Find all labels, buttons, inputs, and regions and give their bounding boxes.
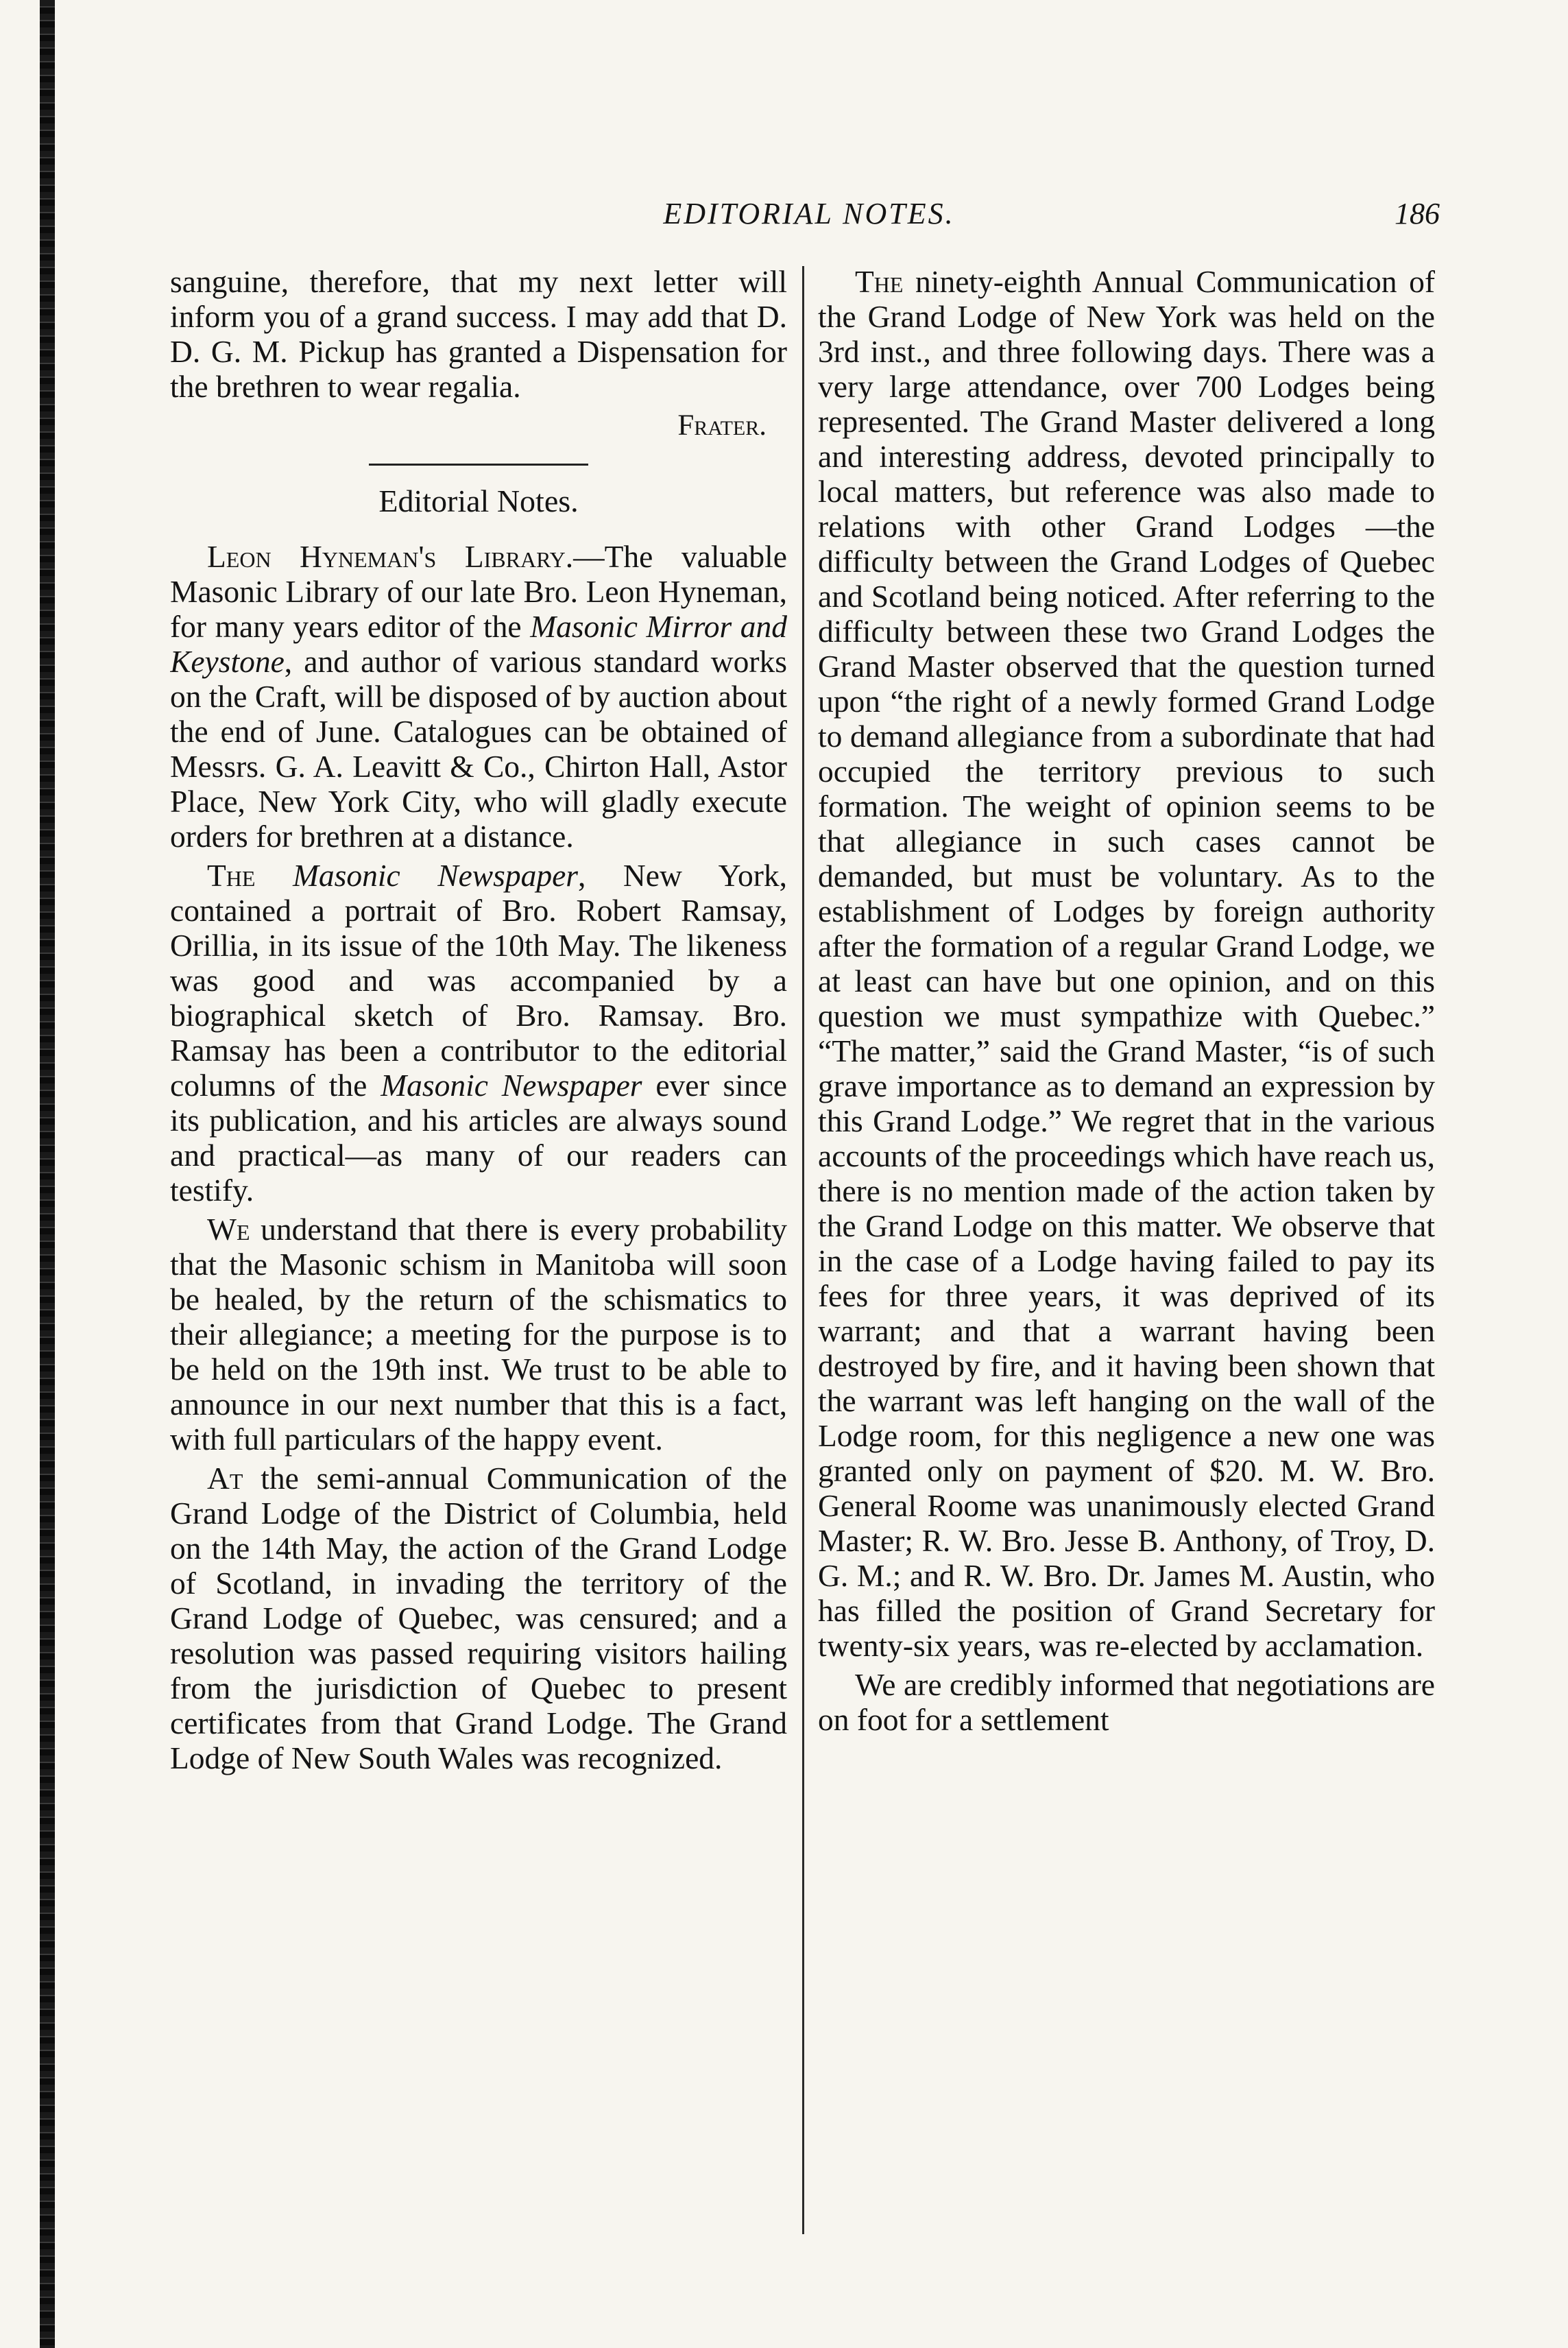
page-binding-edge	[40, 0, 55, 2348]
paragraph-lead: Leon Hyneman's Library.	[207, 539, 574, 574]
page-header	[178, 196, 1440, 237]
paragraph-masonic-newspaper	[170, 858, 787, 1208]
paragraph-lead: The	[855, 264, 904, 299]
publication-title: Masonic Newspaper	[293, 858, 578, 893]
right-column	[818, 264, 1435, 2239]
section-divider	[369, 464, 588, 466]
paragraph-settlement: We are credibly informed that negotiations are on foot for a settlement	[818, 1667, 1435, 1737]
signature: Frater.	[677, 409, 767, 442]
publication-title: Masonic Mirror and Keystone	[170, 609, 787, 679]
paragraph-text: —The valuable Masonic Library of our late Bro. Leon Hyneman, for many years editor of the	[170, 539, 787, 644]
paragraph-text: understand that there is every probability that the Masonic schism in Manitoba will soon be healed, by the return of the schismatics to their allegiance; a meeting for the purpose is to be held on the 19th inst. We trust to be able to announce in our next number that this is a fact, with full particulars of the happy event.	[170, 1212, 787, 1457]
paragraph-text: the semi-annual Communication of the Grand Lodge of the District of Columbia, held on the 14th May, the action of the Grand Lodge of Scotland, in invading the territory of the Grand Lodge of Quebec, was censured; and a resolution was passed requiring visitors hailing from the jurisdiction of Quebec to present certificates from that Grand Lodge. The Grand Lodge of New South Wales was recognized.	[170, 1461, 787, 1775]
paragraph-manitoba-schism	[170, 1212, 787, 1457]
paragraph-text: ninety-eighth Annual Communication of the Grand Lodge of New York was held on the 3rd inst., and three following days. There was a very large attendance, over 700 Lodges being represented. The Grand Master delivered a long and interesting address, devoted principally to local matters, but reference was also made to relations with other Grand Lodges —the difficulty between the Grand Lodges of Quebec and Scotland being noticed. After referring to the difficulty between these two Grand Lodges the Grand Master observed that the question turned upon “the right of a newly formed Grand Lodge to demand allegiance from a subordinate that had occupied the territory previous to such formation. The weight of opinion seems to be that allegiance in such cases cannot be demanded, but must be voluntary. As to the establishment of Lodges by foreign authority after the formation of a regular Grand Lodge, we at least can have but one opinion, and on this question we must sympathize with Quebec.” “The matter,” said the Grand Master, “is of such grave importance as to demand an expression by this Grand Lodge.” We regret that in the various accounts of the proceedings which have reach us, there is no mention made of the action taken by the Grand Lodge on this matter. We observe that in the case of a Lodge having failed to pay its fees for three years, it was deprived of its warrant; and that a warrant having been destroyed by fire, and it having been shown that the warrant was left hanging on the wall of the Lodge room, for this negligence a new one was granted only on payment of $20. M. W. Bro. General Roome was unanimously elected Grand Master; R. W. Bro. Jesse B. Anthony, of Troy, D. G. M.; and R. W. Bro. Dr. James M. Austin, who has filled the position of Grand Secretary for twenty-six years, was re-elected by acclamation.	[818, 264, 1435, 1663]
left-column	[170, 264, 787, 2239]
paragraph-lead: At	[207, 1461, 243, 1496]
paragraph-text: , New York, contained a portrait of Bro. Robert Ramsay, Orillia, in its issue of the 10th May. The likeness was good and was accompanied by a biographical sketch of Bro. Ramsay. Bro. Ramsay has been a contributor to the editorial columns of the	[170, 858, 787, 1103]
paragraph-lead: We	[207, 1212, 250, 1247]
paragraph-lead: The	[207, 858, 256, 893]
paragraph-text: ever since its publication, and his articles are always sound and practical—as many of our readers can testify.	[170, 1068, 787, 1208]
page-number: 186	[1395, 197, 1440, 230]
paragraph-new-york-grand-lodge	[818, 264, 1435, 1663]
publication-title: Masonic Newspaper	[381, 1068, 642, 1103]
column-rule	[802, 266, 804, 2234]
running-title: EDITORIAL NOTES.	[663, 197, 955, 230]
continued-paragraph: sanguine, therefore, that my next letter will inform you of a grand success. I may add that D. D. G. M. Pickup has granted a Dispensation for the brethren to wear regalia.	[170, 264, 787, 404]
paragraph-district-of-columbia	[170, 1461, 787, 1775]
paragraph-text: , and author of various standard works on the Craft, will be disposed of by auction about the end of June. Catalogues can be obtained of Messrs. G. A. Leavitt & Co., Chirton Hall, Astor Place, New York City, who will gladly execute orders for brethren at a distance.	[170, 644, 787, 854]
section-title: Editorial Notes.	[378, 483, 579, 518]
paragraph-hyneman-library	[170, 539, 787, 854]
